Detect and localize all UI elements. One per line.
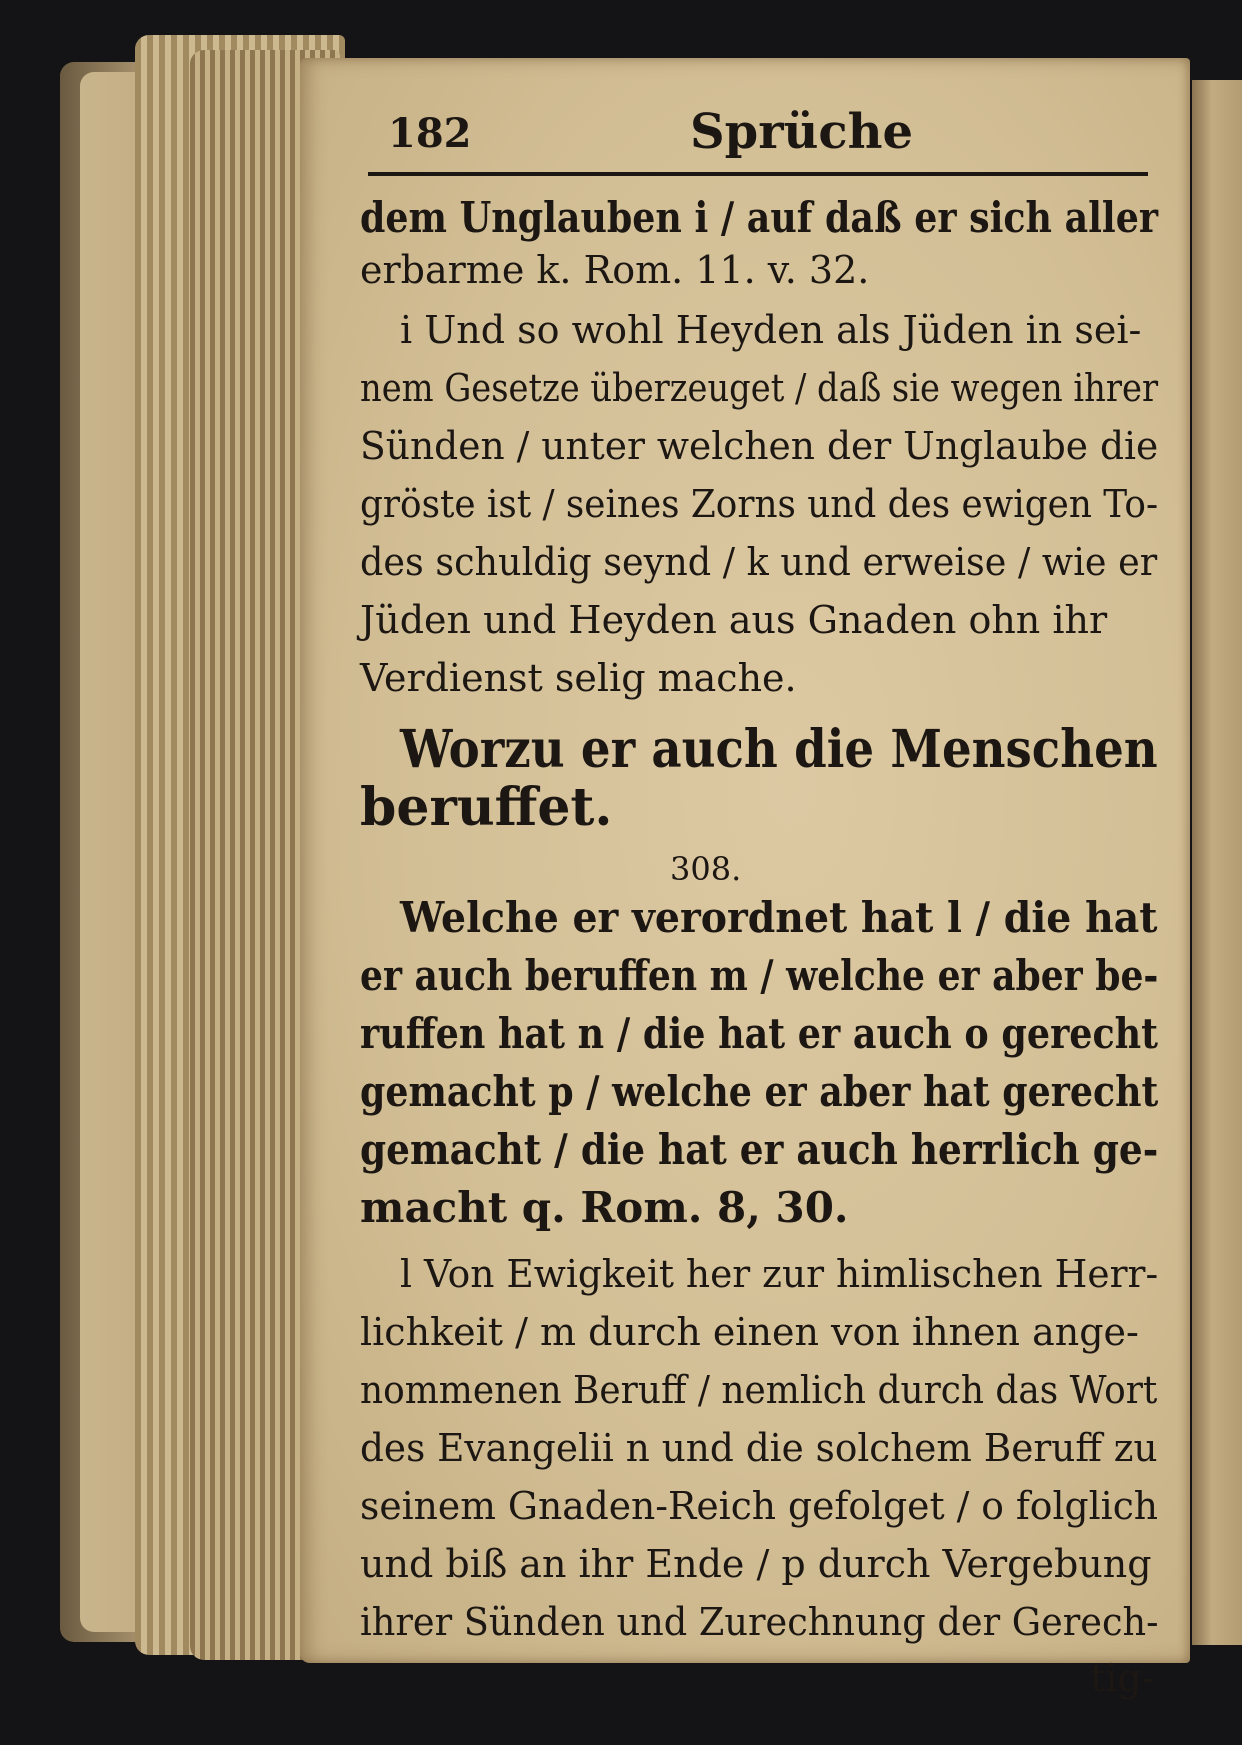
verse-line: ruffen hat n / die hat er auch o gerecht xyxy=(360,1009,1159,1058)
note-line: und biß an ihr Ende / p durch Vergebung xyxy=(360,1542,1152,1586)
text-line: Jüden und Heyden aus Gnaden ohn ihr xyxy=(360,598,1108,642)
text-line: Sünden / unter welchen der Unglaube die xyxy=(360,424,1159,468)
text-line: i Und so wohl Heyden als Jüden in sei- xyxy=(400,308,1142,352)
running-head: Sprüche xyxy=(690,104,914,160)
facing-page-edge xyxy=(1192,80,1242,1645)
verse-line: er auch beruffen m / welche er aber be- xyxy=(360,951,1159,1000)
note-line: seinem Gnaden-Reich gefolget / o folglich xyxy=(360,1484,1159,1528)
note-line: l Von Ewigkeit her zur himlischen Herr- xyxy=(400,1252,1159,1296)
note-line: lichkeit / m durch einen von ihnen ange- xyxy=(360,1310,1139,1354)
text-line: Verdienst selig mache. xyxy=(360,656,797,700)
verse-line: macht q. Rom. 8, 30. xyxy=(360,1183,849,1232)
text-line: nem Gesetze überzeuget / daß sie wegen ihrer xyxy=(360,366,1159,410)
page-number: 182 xyxy=(388,110,472,157)
section-heading: Worzu er auch die Menschen xyxy=(400,719,1158,780)
text-line: dem Unglauben i / auf daß er sich aller xyxy=(360,193,1158,242)
verse-line: gemacht p / welche er aber hat gerecht xyxy=(360,1067,1159,1116)
verse-number: 308. xyxy=(670,850,742,888)
note-line: ihrer Sünden und Zurechnung der Gerech- xyxy=(360,1600,1159,1644)
verse-line: Welche er verordnet hat l / die hat xyxy=(400,893,1158,942)
verse-line: gemacht / die hat er auch herrlich ge- xyxy=(360,1125,1159,1174)
section-heading: beruffet. xyxy=(360,777,613,838)
text-line: gröste ist / seines Zorns und des ewigen To- xyxy=(360,482,1159,526)
header-rule xyxy=(368,172,1148,176)
catchword: tig- xyxy=(1090,1656,1155,1700)
text-line: erbarme k. Rom. 11. v. 32. xyxy=(360,248,870,292)
text-line: des schuldig seynd / k und erweise / wie er xyxy=(360,540,1158,584)
note-line: des Evangelii n und die solchem Beruff zu xyxy=(360,1426,1158,1470)
book-page xyxy=(300,58,1190,1700)
note-line: nommenen Beruff / nemlich durch das Wort xyxy=(360,1368,1158,1412)
